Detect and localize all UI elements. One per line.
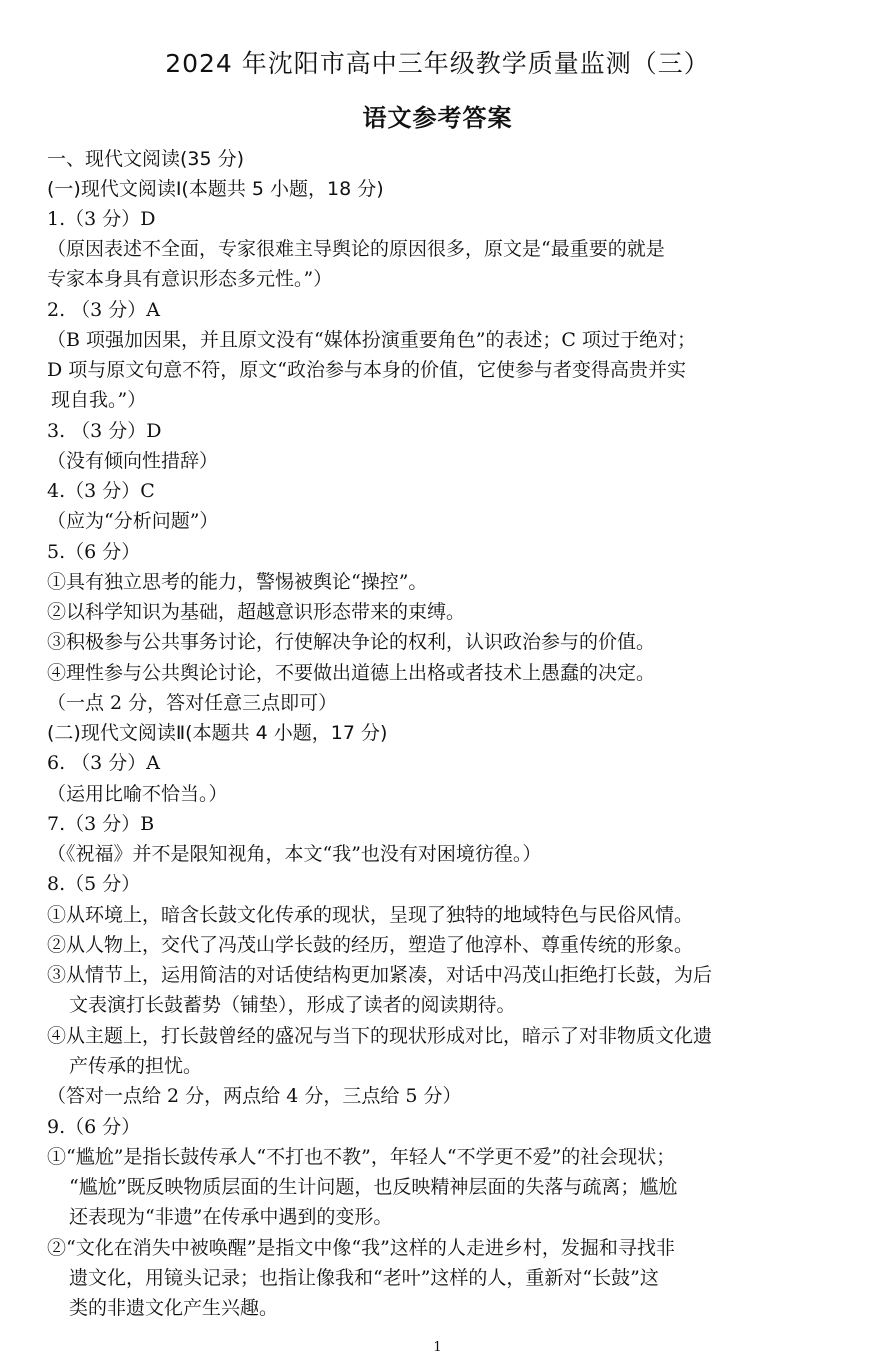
answer-q5: 5.（6 分） [47,541,141,563]
explanation-line: D 项与原文句意不符，原文“政治参与本身的价值，它使参与者变得高贵并实 [47,359,686,381]
answer-point: ④理性参与公共舆论讨论，不要做出道德上出格或者技术上愚蠢的决定。 [47,662,656,684]
explanation-line: 专家本身具有意识形态多元性。”） [47,268,333,290]
answer-point-continued: “尴尬”既反映物质层面的生计问题，也反映精神层面的失落与疏离；尴尬 [69,1176,678,1198]
scoring-note: （一点 2 分，答对任意三点即可） [47,692,338,714]
answer-point-continued: 遗文化，用镜头记录；也指让像我和“老叶”这样的人，重新对“长鼓”这 [69,1267,659,1289]
answer-point: ②“文化在消失中被唤醒”是指文中像“我”这样的人走进乡村，发掘和寻找非 [47,1237,675,1259]
explanation-line: （应为“分析问题”） [47,510,219,532]
answer-point: ②以科学知识为基础，超越意识形态带来的束缚。 [47,601,466,623]
answer-point: ①从环境上，暗含长鼓文化传承的现状，呈现了独特的地域特色与民俗风情。 [47,904,694,926]
explanation-line: （《祝福》并不是限知视角，本文“我”也没有对困境彷徨。） [47,843,542,865]
answer-q1: 1.（3 分）D [47,208,156,230]
answer-point: ④从主题上，打长鼓曾经的盛况与当下的现状形成对比，暗示了对非物质文化遗 [47,1025,713,1047]
document-subtitle: 语文参考答案 [362,104,513,132]
answer-point: ③积极参与公共事务讨论，行使解决争论的权利，认识政治参与的价值。 [47,631,656,653]
answer-q8: 8.（5 分） [47,873,141,895]
answer-point: ③从情节上，运用简洁的对话使结构更加紧凑，对话中冯茂山拒绝打长鼓，为后 [47,964,713,986]
page-number: 1 [433,1340,442,1355]
section-heading-modern-reading: 一、现代文阅读(35 分) [47,148,245,170]
document-title: 2024 年沈阳市高中三年级教学质量监测（三） [165,49,710,78]
answer-point-continued: 类的非遗文化产生兴趣。 [69,1297,279,1319]
answer-point: ①“尴尬”是指长鼓传承人“不打也不教”，年轻人“不学更不爱”的社会现状； [47,1146,676,1168]
answer-q6: 6. （3 分）A [47,752,161,774]
answer-point-continued: 文表演打长鼓蓄势（铺垫），形成了读者的阅读期待。 [69,994,516,1016]
scoring-note: （答对一点给 2 分，两点给 4 分，三点给 5 分） [47,1085,462,1107]
explanation-line: 现自我。”） [51,389,147,411]
answer-point-continued: 还表现为“非遗”在传承中遇到的变形。 [69,1206,393,1228]
subsection-heading-reading-2: (二)现代文阅读Ⅱ(本题共 4 小题，17 分) [47,722,388,744]
answer-point-continued: 产传承的担忧。 [69,1055,203,1077]
answer-q4: 4.（3 分）C [47,480,155,502]
explanation-line: （运用比喻不恰当。） [47,783,228,805]
explanation-line: （没有倾向性措辞） [47,450,219,472]
answer-q2: 2. （3 分）A [47,299,161,321]
subsection-heading-reading-1: (一)现代文阅读Ⅰ(本题共 5 小题，18 分) [47,178,384,200]
answer-point: ②从人物上，交代了冯茂山学长鼓的经历，塑造了他淳朴、尊重传统的形象。 [47,934,694,956]
answer-q7: 7.（3 分）B [47,813,155,835]
answer-q9: 9.（6 分） [47,1116,141,1138]
answer-q3: 3. （3 分）D [47,420,162,442]
explanation-line: （原因表述不全面，专家很难主导舆论的原因很多，原文是“最重要的就是 [47,238,665,260]
answer-point: ①具有独立思考的能力，警惕被舆论“操控”。 [47,571,428,593]
explanation-line: （B 项强加因果，并且原文没有“媒体扮演重要角色”的表述；C 项过于绝对； [47,329,697,351]
